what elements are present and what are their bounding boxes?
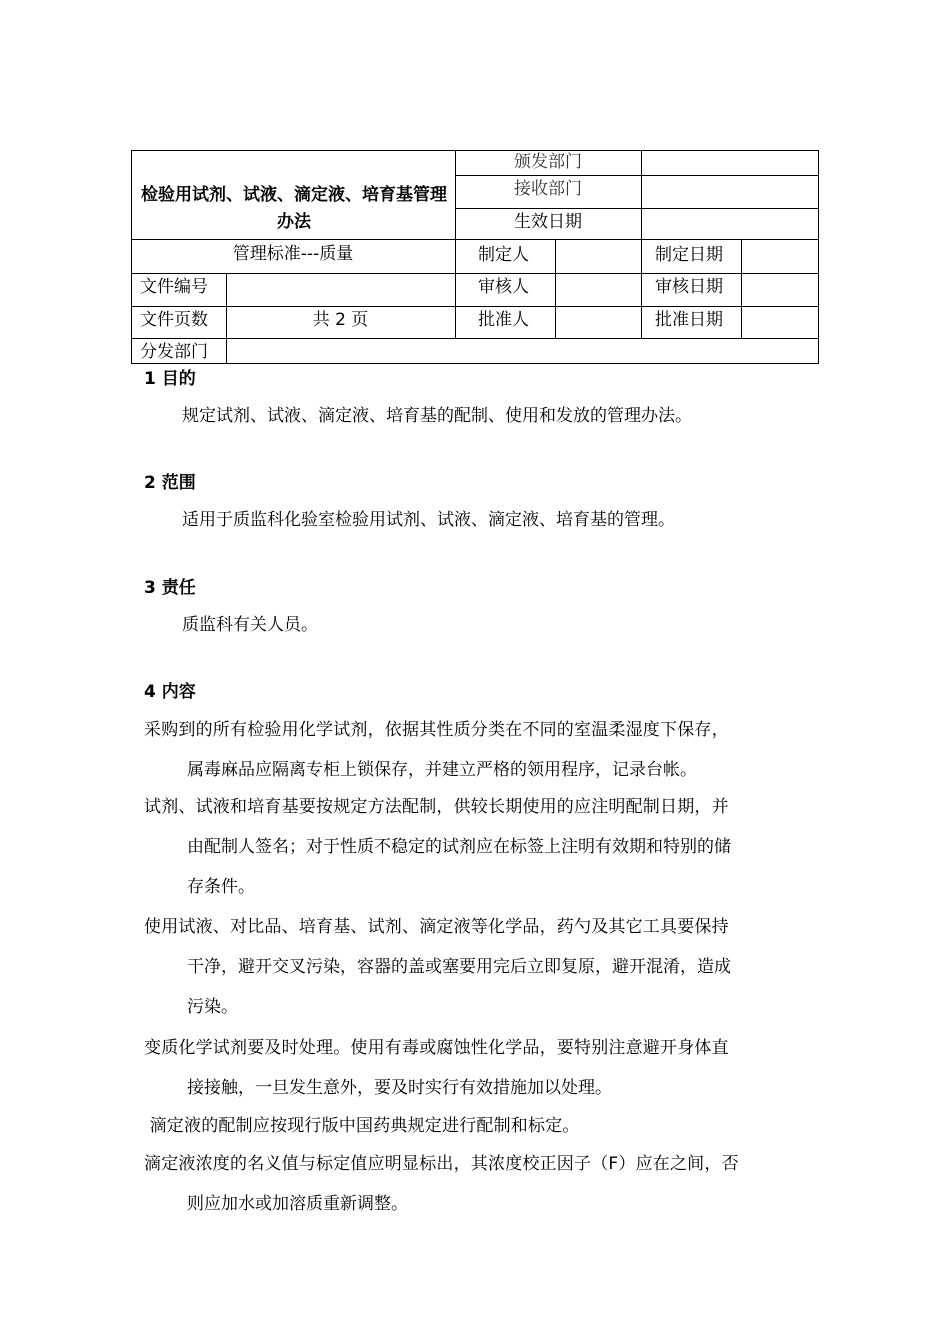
standard-category: 管理标准---质量 [232,244,354,264]
content-item [144,907,814,1027]
content-item-line: 存条件。 [187,877,255,897]
draft-date-label: 制定日期 [655,245,723,265]
content-item-line: 滴定液的配制应按现行版中国药典规定进行配制和标定。 [144,1116,580,1136]
content-item-line: 则应加水或加溶质重新调整。 [187,1194,408,1214]
issuing-dept-label: 颁发部门 [514,152,582,172]
approver-label: 批准人 [478,310,529,330]
duty-heading: 3 责任 [144,578,196,598]
content-item-line: 接接触，一旦发生意外，要及时实行有效措施加以处理。 [187,1078,612,1098]
review-date-label: 审核日期 [655,277,723,297]
content-item-line: 滴定液浓度的名义值与标定值应明显标出，其浓度校正因子（F）应在之间，否 [144,1154,739,1174]
content-item-line: 污染。 [187,997,238,1017]
content-item [144,1106,814,1146]
content-heading: 4 内容 [144,682,196,702]
scope-text: 适用于质监科化验室检验用试剂、试液、滴定液、培育基的管理。 [182,510,675,530]
file-no-label: 文件编号 [140,277,208,297]
content-item [144,1028,814,1108]
reviewer-label: 审核人 [478,277,529,297]
duty-text: 质监科有关人员。 [182,615,318,635]
content-item [144,710,814,790]
content-item-line: 属毒麻品应隔离专柜上锁保存，并建立严格的领用程序，记录台帐。 [187,760,697,780]
document-header-table [131,150,819,364]
approval-date-label: 批准日期 [655,310,723,330]
content-item-line: 采购到的所有检验用化学试剂，依据其性质分类在不同的室温柔湿度下保存， [144,720,729,740]
content-item-line: 变质化学试剂要及时处理。使用有毒或腐蚀性化学品，要特别注意避开身体直 [144,1038,729,1058]
content-item-line: 干净，避开交叉污染，容器的盖或塞要用完后立即复原，避开混淆，造成 [187,957,731,977]
page-count-label: 文件页数 [140,310,208,330]
content-item-line: 使用试液、对比品、培育基、试剂、滴定液等化学品，药勺及其它工具要保持 [144,917,729,937]
drafter-label: 制定人 [478,245,529,265]
document-title: 检验用试剂、试液、滴定液、培育基管理办法 [141,185,447,232]
effective-date-label: 生效日期 [514,212,582,232]
distribution-label: 分发部门 [140,342,208,362]
page-count-value: 共 2 页 [312,310,369,330]
purpose-heading: 1 目的 [144,369,196,389]
purpose-text: 规定试剂、试液、滴定液、培育基的配制、使用和发放的管理办法。 [182,406,692,426]
scope-heading: 2 范围 [144,473,196,493]
content-item-line: 试剂、试液和培育基要按规定方法配制，供较长期使用的应注明配制日期，并 [144,797,729,817]
content-item-line: 由配制人签名；对于性质不稳定的试剂应在标签上注明有效期和特别的储 [187,837,731,857]
content-item [144,787,814,907]
receiving-dept-label: 接收部门 [514,179,582,199]
content-item [144,1144,814,1224]
